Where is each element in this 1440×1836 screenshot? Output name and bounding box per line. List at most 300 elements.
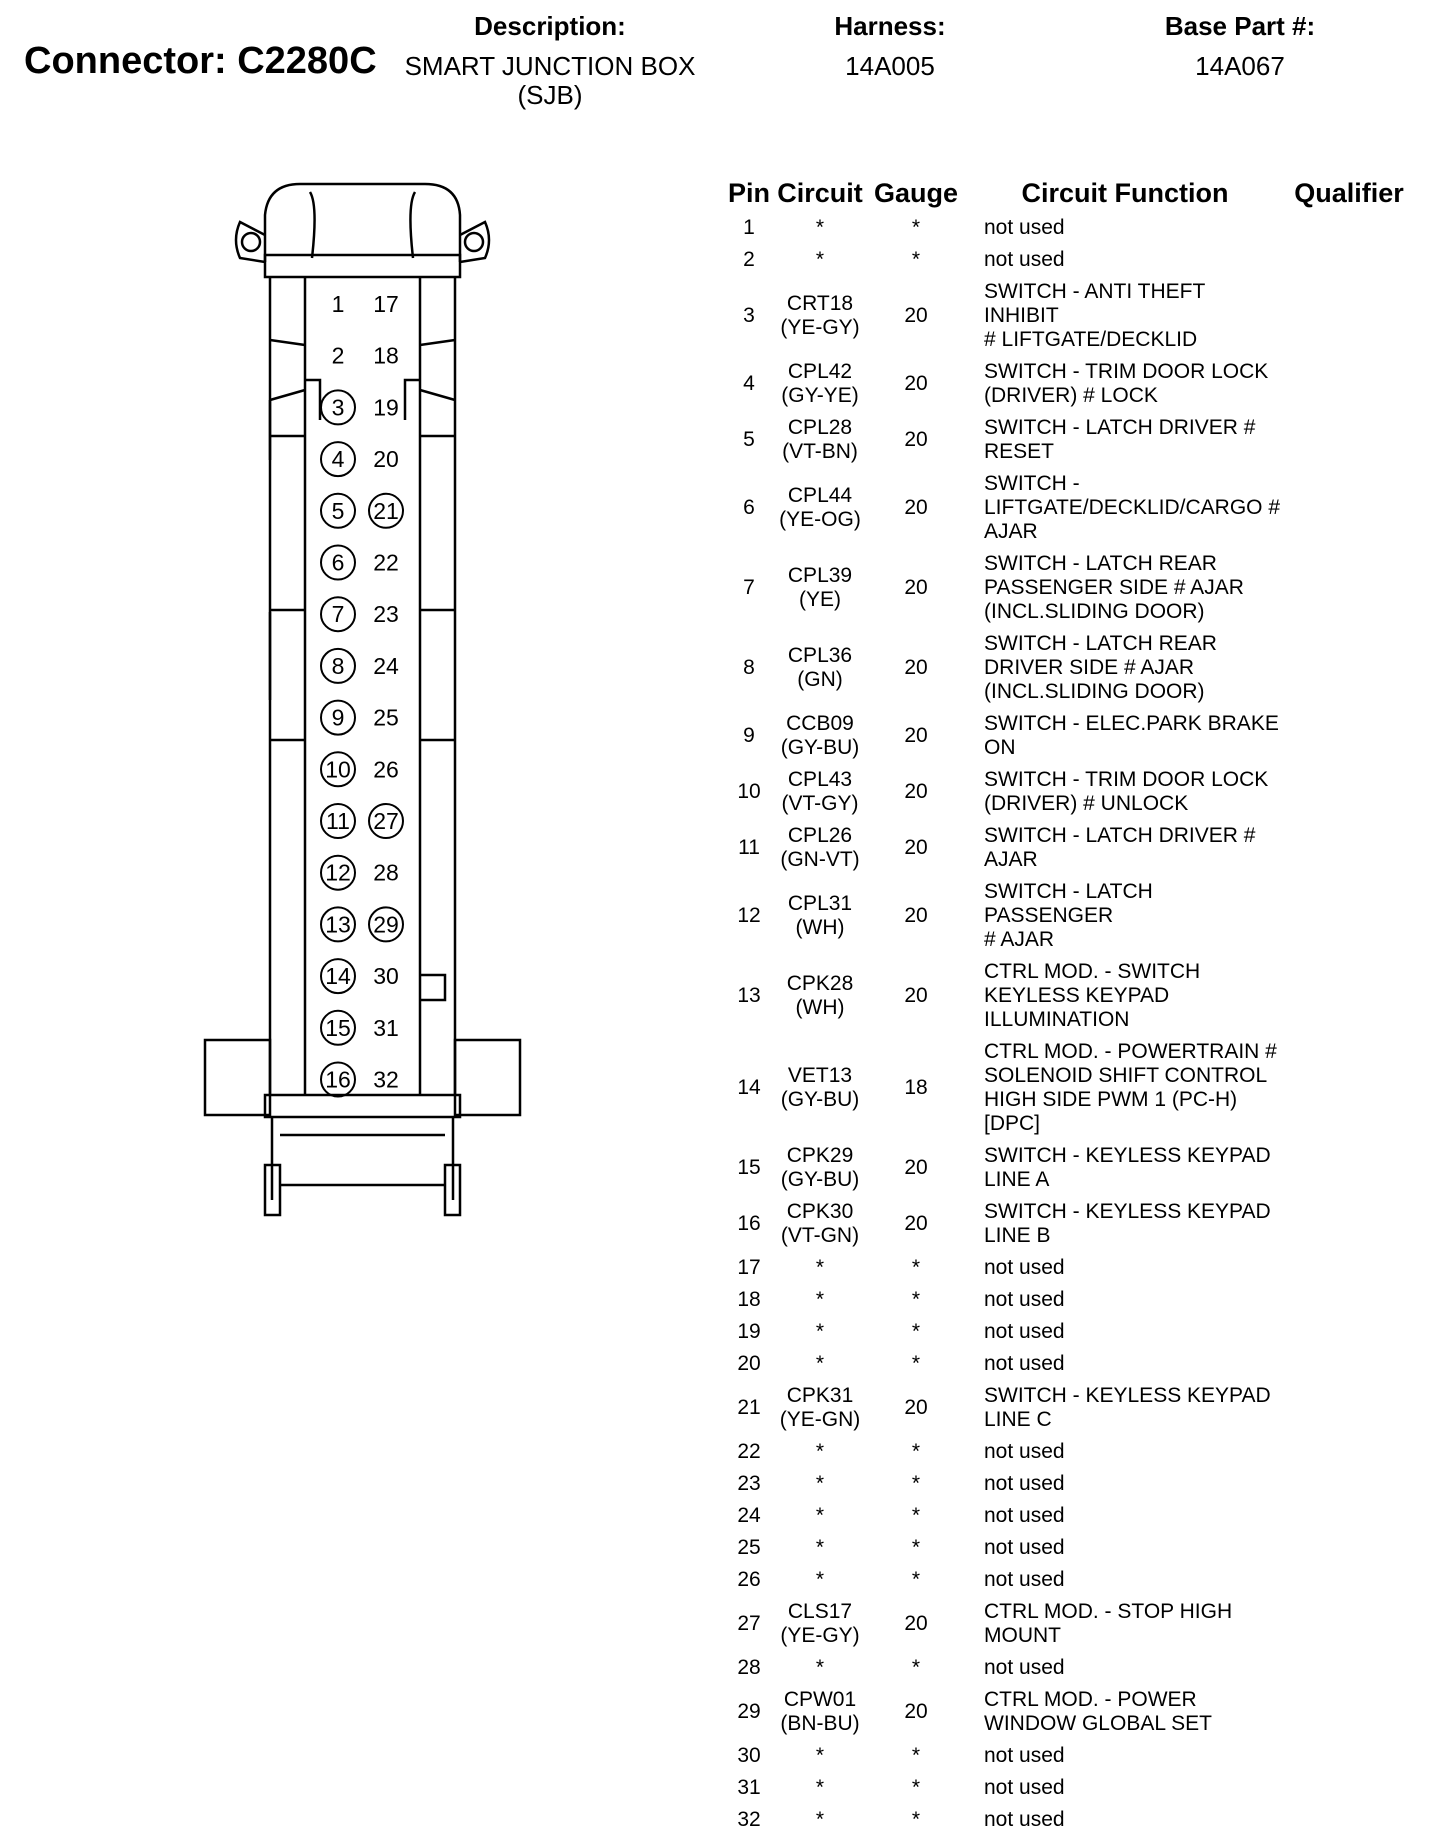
qualifier-cell [1284, 244, 1414, 276]
table-row [724, 1804, 1414, 1836]
circuit-line: (VT-GN) [780, 1224, 860, 1247]
circuit-line: CPL42 [787, 360, 853, 383]
function-line: not used [984, 1288, 1065, 1311]
qualifier-cell [1284, 1436, 1414, 1468]
qualifier-cell [1284, 1196, 1414, 1252]
pin-table [724, 176, 1414, 1836]
function-cell [966, 1804, 1284, 1836]
function-cell [966, 820, 1284, 876]
qualifier-cell [1284, 1468, 1414, 1500]
pin-label-17: 17 [373, 291, 399, 317]
header-pin: Pin [727, 178, 770, 208]
circuit-line: (YE-GN) [779, 1408, 861, 1431]
table-row [724, 1500, 1414, 1532]
function-line: SWITCH - [984, 472, 1080, 495]
gauge-cell: 20 [904, 576, 928, 599]
function-line: SWITCH - KEYLESS KEYPAD [984, 1384, 1271, 1407]
function-line: not used [984, 216, 1065, 239]
pin-number: 11 [738, 836, 760, 859]
function-line: CTRL MOD. - POWERTRAIN # [984, 1040, 1277, 1063]
qualifier-cell [1284, 1772, 1414, 1804]
pin-cell [724, 1316, 774, 1348]
circuit-cell [774, 212, 866, 244]
circuit-cell [774, 708, 866, 764]
table-row [724, 1740, 1414, 1772]
gauge-cell: * [911, 1744, 921, 1767]
pin-cell [724, 1740, 774, 1772]
table-row [724, 1380, 1414, 1436]
circuit-line: (GY-BU) [780, 1168, 860, 1191]
qualifier-cell [1284, 628, 1414, 708]
gauge-cell: * [911, 1288, 921, 1311]
harness-label: Harness: [834, 11, 946, 41]
function-line: MOUNT [984, 1624, 1061, 1647]
function-line: not used [984, 1352, 1065, 1375]
function-line: not used [984, 1256, 1065, 1279]
pin-number: 14 [737, 1076, 761, 1099]
circuit-line: CPK31 [786, 1384, 854, 1407]
function-line: ILLUMINATION [984, 1008, 1130, 1031]
circuit-cell [774, 356, 866, 412]
circuit-line: * [815, 248, 825, 271]
function-line: SWITCH - ELEC.PARK BRAKE [984, 712, 1279, 735]
pin-number: 22 [737, 1440, 761, 1463]
gauge-cell: 20 [904, 780, 928, 803]
gauge-cell: 20 [904, 1156, 928, 1179]
pin-label-3: 3 [331, 394, 345, 421]
pin-label-12: 12 [325, 859, 351, 886]
circuit-cell [774, 1564, 866, 1596]
pin-number: 4 [743, 372, 755, 395]
description-value-line2: (SJB) [517, 80, 583, 110]
pin-number: 1 [743, 216, 755, 239]
pin-cell [724, 244, 774, 276]
pin-number: 2 [743, 248, 755, 271]
table-row [724, 412, 1414, 468]
pin-number: 8 [743, 656, 755, 679]
circuit-line: CPL39 [787, 564, 853, 587]
table-row [724, 1140, 1414, 1196]
pin-cell [724, 1468, 774, 1500]
pin-number: 17 [737, 1256, 761, 1279]
function-cell [966, 708, 1284, 764]
pin-number: 3 [743, 304, 755, 327]
gauge-cell: * [911, 1256, 921, 1279]
pin-number: 24 [737, 1504, 761, 1527]
function-line: not used [984, 248, 1065, 271]
gauge-cell: 20 [904, 724, 928, 747]
function-line: SWITCH - LATCH DRIVER # [984, 824, 1256, 847]
pin-cell [724, 1036, 774, 1140]
function-line: (INCL.SLIDING DOOR) [984, 600, 1205, 623]
function-line: AJAR [984, 520, 1038, 543]
header-gauge: Gauge [873, 178, 959, 208]
qualifier-cell [1284, 1804, 1414, 1836]
gauge-cell: 20 [904, 372, 928, 395]
function-line: ON [984, 736, 1016, 759]
pin-cell [724, 708, 774, 764]
circuit-line: * [815, 1440, 825, 1463]
function-cell [966, 764, 1284, 820]
function-line: PASSENGER SIDE # AJAR [984, 576, 1244, 599]
table-row [724, 1564, 1414, 1596]
function-cell [966, 1652, 1284, 1684]
circuit-line: (GN-VT) [780, 848, 860, 871]
pin-number: 23 [737, 1472, 761, 1495]
circuit-line: (VT-BN) [782, 440, 858, 463]
function-cell [966, 412, 1284, 468]
pin-cell [724, 1436, 774, 1468]
circuit-line: * [815, 1320, 825, 1343]
table-row [724, 356, 1414, 412]
table-row [724, 1532, 1414, 1564]
function-cell [966, 1380, 1284, 1436]
table-row [724, 244, 1414, 276]
function-line: SWITCH - ANTI THEFT INHIBIT [984, 280, 1205, 327]
pin-label-25: 25 [373, 704, 399, 731]
pin-number: 15 [737, 1156, 761, 1179]
pin-cell [724, 276, 774, 356]
gauge-cell: 20 [904, 836, 928, 859]
qualifier-cell [1284, 1036, 1414, 1140]
qualifier-cell [1284, 1500, 1414, 1532]
pin-label-30: 30 [373, 963, 399, 990]
pin-label-9: 9 [331, 704, 345, 731]
function-cell [966, 1036, 1284, 1140]
pin-label-26: 26 [373, 756, 399, 783]
gauge-cell: 20 [904, 428, 928, 451]
base-part-label: Base Part #: [1164, 11, 1316, 41]
pin-label-22: 22 [373, 549, 399, 576]
circuit-line: * [815, 1744, 825, 1767]
pin-cell [724, 1564, 774, 1596]
pin-number: 32 [737, 1808, 761, 1831]
pin-number: 26 [737, 1568, 761, 1591]
qualifier-cell [1284, 1684, 1414, 1740]
qualifier-cell [1284, 412, 1414, 468]
pin-number: 6 [743, 496, 755, 519]
pin-label-2: 2 [331, 342, 345, 369]
function-cell [966, 1196, 1284, 1252]
pin-cell [724, 1804, 774, 1836]
circuit-cell [774, 1436, 866, 1468]
function-line: # LIFTGATE/DECKLID [984, 328, 1198, 351]
table-row [724, 1436, 1414, 1468]
header-circuit-function: Circuit Function [1021, 178, 1229, 208]
table-row [724, 820, 1414, 876]
circuit-line: (YE-GY) [780, 1624, 860, 1647]
pin-number: 29 [737, 1700, 761, 1723]
circuit-line: (YE-GY) [780, 316, 860, 339]
function-line: SWITCH - LATCH REAR [984, 552, 1217, 575]
table-row [724, 1036, 1414, 1140]
table-row [724, 1596, 1414, 1652]
pin-label-29: 29 [373, 911, 399, 938]
circuit-cell [774, 1284, 866, 1316]
table-row [724, 1196, 1414, 1252]
function-line: (INCL.SLIDING DOOR) [984, 680, 1205, 703]
function-cell [966, 1596, 1284, 1652]
function-cell [966, 956, 1284, 1036]
circuit-line: (YE) [799, 588, 841, 611]
circuit-cell [774, 1772, 866, 1804]
gauge-cell: * [911, 1320, 921, 1343]
gauge-cell: 20 [904, 1396, 928, 1419]
circuit-line: CPL43 [787, 768, 853, 791]
circuit-line: * [815, 216, 825, 239]
gauge-cell: * [911, 248, 921, 271]
qualifier-cell [1284, 356, 1414, 412]
circuit-cell [774, 412, 866, 468]
function-line: SWITCH - TRIM DOOR LOCK [984, 360, 1269, 383]
function-line: SOLENOID SHIFT CONTROL [984, 1064, 1268, 1087]
base-part-value: 14A067 [1195, 51, 1285, 81]
pin-number: 27 [737, 1612, 761, 1635]
circuit-cell [774, 820, 866, 876]
table-row [724, 1252, 1414, 1284]
gauge-cell: * [911, 1536, 921, 1559]
pin-cell [724, 1196, 774, 1252]
pin-cell [724, 820, 774, 876]
circuit-cell [774, 1316, 866, 1348]
pin-label-14: 14 [325, 963, 351, 990]
circuit-cell [774, 276, 866, 356]
qualifier-cell [1284, 764, 1414, 820]
qualifier-cell [1284, 1596, 1414, 1652]
pin-label-18: 18 [373, 342, 399, 369]
qualifier-cell [1284, 1252, 1414, 1284]
circuit-line: * [815, 1288, 825, 1311]
function-cell [966, 628, 1284, 708]
circuit-cell [774, 956, 866, 1036]
circuit-line: CPK29 [786, 1144, 854, 1167]
gauge-cell: * [911, 1656, 921, 1679]
function-cell [966, 1740, 1284, 1772]
circuit-line: * [815, 1472, 825, 1495]
circuit-cell [774, 244, 866, 276]
pin-number: 21 [737, 1396, 761, 1419]
circuit-line: (GY-BU) [780, 736, 860, 759]
function-cell [966, 1252, 1284, 1284]
gauge-cell: 20 [904, 1700, 928, 1723]
pin-number: 20 [737, 1352, 761, 1375]
qualifier-cell [1284, 1564, 1414, 1596]
gauge-cell: * [911, 1568, 921, 1591]
gauge-cell: * [911, 1352, 921, 1375]
circuit-line: * [815, 1536, 825, 1559]
harness-value: 14A005 [845, 51, 935, 81]
table-row [724, 628, 1414, 708]
function-cell [966, 1436, 1284, 1468]
gauge-cell: * [911, 1776, 921, 1799]
table-row [724, 764, 1414, 820]
circuit-cell [774, 1596, 866, 1652]
function-line: SWITCH - LATCH REAR [984, 632, 1217, 655]
table-row [724, 708, 1414, 764]
circuit-cell [774, 1196, 866, 1252]
table-row [724, 876, 1414, 956]
pin-cell [724, 1596, 774, 1652]
function-cell [966, 356, 1284, 412]
circuit-line: CPL36 [787, 644, 853, 667]
circuit-line: (GN) [797, 668, 843, 691]
table-row [724, 1468, 1414, 1500]
pin-label-27: 27 [373, 808, 399, 834]
pin-number: 19 [737, 1320, 761, 1343]
circuit-line: (GY-BU) [780, 1088, 860, 1111]
circuit-line: VET13 [787, 1064, 853, 1087]
pin-cell [724, 468, 774, 548]
function-cell [966, 212, 1284, 244]
function-line: not used [984, 1320, 1065, 1343]
pin-cell [724, 412, 774, 468]
pin-cell [724, 1380, 774, 1436]
gauge-cell: 20 [904, 1612, 928, 1635]
circuit-cell [774, 628, 866, 708]
qualifier-cell [1284, 1348, 1414, 1380]
pin-label-4: 4 [331, 446, 345, 473]
circuit-cell [774, 1652, 866, 1684]
qualifier-cell [1284, 876, 1414, 956]
pin-cell [724, 1684, 774, 1740]
pin-label-5: 5 [331, 497, 345, 524]
function-cell [966, 276, 1284, 356]
circuit-cell [774, 1740, 866, 1772]
qualifier-cell [1284, 1316, 1414, 1348]
function-line: KEYLESS KEYPAD [984, 984, 1170, 1007]
pin-number: 28 [737, 1656, 761, 1679]
function-cell [966, 1532, 1284, 1564]
description-label: Description: [474, 11, 626, 41]
pin-table-body [724, 212, 1414, 1836]
pin-number: 12 [737, 904, 761, 927]
circuit-line: CPL26 [787, 824, 853, 847]
pin-cell [724, 1500, 774, 1532]
gauge-cell: * [911, 216, 921, 239]
circuit-cell [774, 1684, 866, 1740]
function-cell [966, 548, 1284, 628]
pin-number: 31 [737, 1776, 761, 1799]
qualifier-cell [1284, 1740, 1414, 1772]
circuit-cell [774, 1348, 866, 1380]
gauge-cell: * [911, 1472, 921, 1495]
circuit-line: CPL28 [787, 416, 853, 439]
pin-number: 18 [737, 1288, 761, 1311]
qualifier-cell [1284, 548, 1414, 628]
gauge-cell: 20 [904, 304, 928, 327]
header-qualifier: Qualifier [1294, 178, 1404, 208]
qualifier-cell [1284, 1652, 1414, 1684]
function-line: SWITCH - KEYLESS KEYPAD [984, 1200, 1271, 1223]
function-line: LINE C [984, 1408, 1052, 1431]
function-cell [966, 1500, 1284, 1532]
header-circuit: Circuit [777, 178, 863, 208]
pin-label-20: 20 [373, 446, 399, 473]
function-line: # AJAR [984, 928, 1055, 951]
table-row [724, 1684, 1414, 1740]
pin-layer [321, 291, 403, 1097]
pin-label-32: 32 [373, 1066, 399, 1093]
qualifier-cell [1284, 1380, 1414, 1436]
circuit-cell [774, 548, 866, 628]
function-line: WINDOW GLOBAL SET [984, 1712, 1212, 1735]
circuit-line: * [815, 1808, 825, 1831]
circuit-line: * [815, 1352, 825, 1375]
circuit-line: * [815, 1656, 825, 1679]
function-line: SWITCH - LATCH DRIVER # [984, 416, 1256, 439]
pin-label-1: 1 [331, 291, 345, 317]
gauge-cell: 20 [904, 904, 928, 927]
circuit-line: CRT18 [786, 292, 854, 315]
function-line: not used [984, 1536, 1065, 1559]
pin-cell [724, 1532, 774, 1564]
pin-number: 16 [737, 1212, 761, 1235]
function-line: not used [984, 1656, 1065, 1679]
connector-face-diagram [0, 0, 720, 1260]
pin-number: 10 [737, 780, 761, 803]
table-row [724, 1348, 1414, 1380]
pin-number: 9 [743, 724, 755, 747]
function-cell [966, 1772, 1284, 1804]
function-cell [966, 876, 1284, 956]
circuit-line: CPL31 [787, 892, 853, 915]
gauge-cell: * [911, 1504, 921, 1527]
pin-number: 5 [743, 428, 755, 451]
pin-cell [724, 548, 774, 628]
circuit-line: (BN-BU) [780, 1712, 860, 1735]
table-row [724, 1652, 1414, 1684]
qualifier-cell [1284, 1284, 1414, 1316]
qualifier-cell [1284, 468, 1414, 548]
function-line: LINE A [984, 1168, 1050, 1191]
pin-cell [724, 764, 774, 820]
qualifier-cell [1284, 956, 1414, 1036]
pin-label-21: 21 [373, 497, 399, 524]
pin-label-23: 23 [373, 601, 399, 628]
circuit-cell [774, 1036, 866, 1140]
function-cell [966, 1684, 1284, 1740]
gauge-cell: 18 [904, 1076, 928, 1099]
pin-number: 7 [743, 576, 755, 599]
circuit-line: CPW01 [783, 1688, 857, 1711]
function-line: SWITCH - TRIM DOOR LOCK [984, 768, 1269, 791]
circuit-cell [774, 1380, 866, 1436]
function-line: DRIVER SIDE # AJAR [984, 656, 1195, 679]
qualifier-cell [1284, 212, 1414, 244]
pin-cell [724, 1252, 774, 1284]
gauge-cell: 20 [904, 496, 928, 519]
pin-label-31: 31 [373, 1014, 399, 1041]
table-row [724, 1316, 1414, 1348]
function-line: HIGH SIDE PWM 1 (PC-H) [984, 1088, 1238, 1111]
qualifier-cell [1284, 708, 1414, 764]
gauge-cell: 20 [904, 656, 928, 679]
function-cell [966, 1468, 1284, 1500]
pin-cell [724, 212, 774, 244]
table-row [724, 548, 1414, 628]
function-line: not used [984, 1744, 1065, 1767]
circuit-line: CCB09 [786, 712, 854, 735]
circuit-line: (WH) [795, 996, 845, 1019]
pin-label-8: 8 [331, 652, 345, 679]
pin-label-16: 16 [325, 1066, 351, 1093]
pin-label-13: 13 [325, 911, 351, 938]
circuit-line: CPK28 [786, 972, 854, 995]
gauge-cell: 20 [904, 984, 928, 1007]
table-row [724, 212, 1414, 244]
table-row [724, 956, 1414, 1036]
circuit-line: * [815, 1256, 825, 1279]
